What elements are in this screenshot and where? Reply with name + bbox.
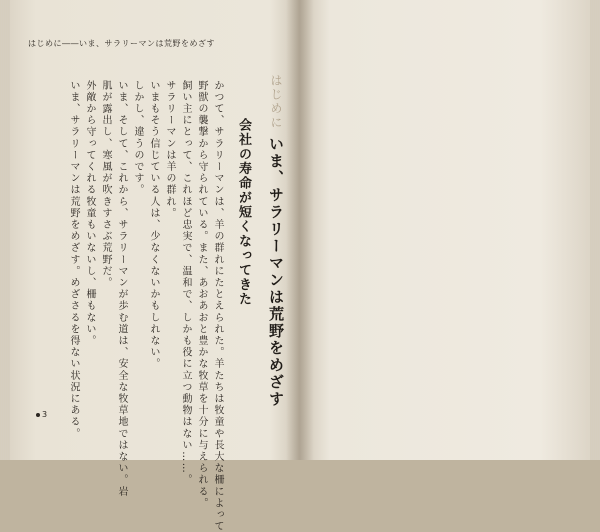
- page-marker-dot-icon: [36, 413, 40, 417]
- running-header: はじめに――いま、サラリーマンは荒野をめざす: [28, 39, 215, 48]
- left-page-edges: [0, 0, 10, 460]
- page-number-value: 3: [42, 410, 48, 419]
- body-line: 肌が露出し、寒風が吹きすさぶ荒野だ。: [100, 80, 111, 289]
- chapter-title: いま、サラリーマンは荒野をめざす: [267, 136, 285, 408]
- body-line: かつて、サラリーマンは、羊の群れにたとえられた。羊たちは牧童や長大な柵によって: [212, 80, 223, 532]
- book-gutter: [286, 0, 314, 460]
- body-line: いま、サラリーマンは荒野をめざす。めざさるを得ない状況にある。: [68, 80, 79, 440]
- body-line: 野獣の襲撃から守られている。また、あおあおと豊かな牧草を十分に与えられる。: [196, 80, 207, 510]
- body-line: しかし、違うのです。: [132, 80, 143, 196]
- page-number: [36, 410, 47, 419]
- chapter-number: はじめに: [269, 74, 283, 130]
- chapter-heading: [266, 74, 287, 408]
- right-page-edges: [590, 0, 600, 460]
- body-line: いまもそう信じている人は、少なくないかもしれない。: [148, 80, 159, 370]
- body-line: サラリーマンは羊の群れ。: [164, 80, 175, 220]
- body-line: いま、そして、これから、サラリーマンが歩む道は、安全な牧草地ではない。岩: [116, 80, 127, 498]
- body-line: 外敵から守ってくれる牧童もいないし、柵もない。: [84, 80, 95, 347]
- section-title: 会社の寿命が短くなってきた: [236, 118, 251, 307]
- body-line: 飼い主にとって、これほど忠実で、温和で、しかも役に立つ動物はない……。: [180, 80, 191, 486]
